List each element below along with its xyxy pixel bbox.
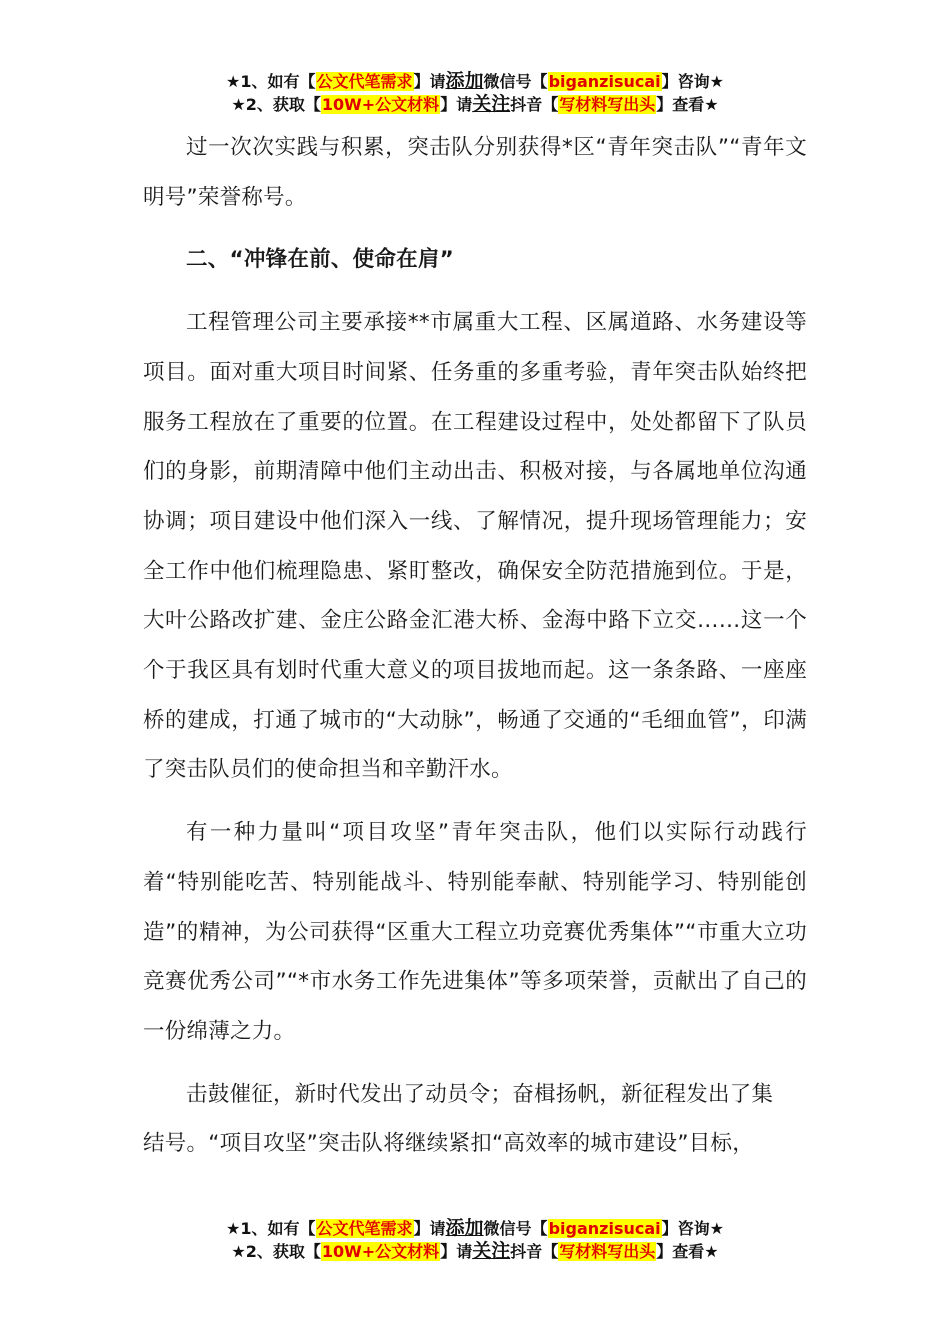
paragraph-continued: [143, 123, 807, 222]
banner-text: ★1、如有【: [226, 72, 316, 91]
paragraph-text: 过一次次实践与积累，突击队分别获得*区“青年突击队”“青年文明号”荣誉称号。: [143, 135, 807, 210]
paragraph-2: 有一种力量叫“项目攻坚”青年突击队，他们以实际行动践行着“特别能吃苦、特别能战斗、特别能奉献、特别能学习、特别能创造”的精神，为公司获得“区重大工程立功竞赛优秀集体”“市重大立功竞赛优秀公司”“*市水务工作先进集体”等多项荣誉，贡献出了自己的一份绵薄之力。: [143, 820, 807, 1044]
banner-line-1: [0, 1217, 950, 1240]
banner-text: 微信号【: [483, 72, 548, 91]
banner-text: 】查看★: [656, 95, 719, 114]
banner-wechat-id: biganzisucai: [548, 1219, 661, 1238]
section-heading: 二、“冲锋在前、使命在肩”: [186, 247, 455, 273]
banner-line-1: [0, 70, 950, 93]
banner-text: 微信号【: [483, 1219, 548, 1238]
banner-text: ★2、获取【: [231, 1242, 321, 1261]
header-banner: [0, 70, 950, 116]
banner-text: 】查看★: [656, 1242, 719, 1261]
footer-banner: [0, 1217, 950, 1263]
banner-text: 】咨询★: [661, 72, 724, 91]
banner-underlined: 关注: [472, 93, 511, 115]
banner-text: ★2、获取【: [231, 95, 321, 114]
banner-underlined: 添加: [445, 1217, 484, 1239]
banner-highlight: 写材料写出头: [559, 1242, 656, 1261]
banner-line-2: [0, 93, 950, 116]
paragraph-3-line-2: 结号。“项目攻坚”突击队将继续紧扣“高效率的城市建设”目标，: [143, 1131, 755, 1157]
banner-text: ★1、如有【: [226, 1219, 316, 1238]
banner-text: 】咨询★: [661, 1219, 724, 1238]
banner-highlight: 公文代笔需求: [316, 1219, 413, 1238]
banner-highlight: 10W+公文材料: [321, 95, 440, 114]
banner-wechat-id: biganzisucai: [548, 72, 661, 91]
banner-text: 】请: [440, 1242, 473, 1261]
document-body: [143, 123, 807, 1169]
paragraph-1: 工程管理公司主要承接**市属重大工程、区属道路、水务建设等项目。面对重大项目时间紧、任务重的多重考验，青年突击队始终把服务工程放在了重要的位置。在工程建设过程中，处处都留下了队员们的身影，前期清障中他们主动出击、积极对接，与各属地单位沟通协调；项目建设中他们深入一线、了解情况，提升现场管理能力；安全工作中他们梳理隐患、紧盯整改，确保安全防范措施到位。于是，大叶公路改扩建、金庄公路金汇港大桥、金海中路下立交……这一个个于我区具有划时代重大意义的项目拔地而起。这一条条路、一座座桥的建成，打通了城市的“大动脉”，畅通了交通的“毛细血管”，印满了突击队员们的使命担当和辛勤汗水。: [143, 310, 807, 783]
paragraph-3-line-1: 击鼓催征，新时代发出了动员令；奋楫扬帆，新征程发出了集: [186, 1081, 774, 1107]
banner-line-2: [0, 1240, 950, 1263]
banner-text: 】请: [413, 1219, 446, 1238]
banner-highlight: 公文代笔需求: [316, 72, 413, 91]
banner-underlined: 添加: [445, 70, 484, 92]
banner-underlined: 关注: [472, 1240, 511, 1262]
banner-highlight: 写材料写出头: [559, 95, 656, 114]
banner-text: 】请: [413, 72, 446, 91]
banner-text: 】请: [440, 95, 473, 114]
banner-text: 抖音【: [510, 95, 559, 114]
banner-highlight: 10W+公文材料: [321, 1242, 440, 1261]
banner-text: 抖音【: [510, 1242, 559, 1261]
